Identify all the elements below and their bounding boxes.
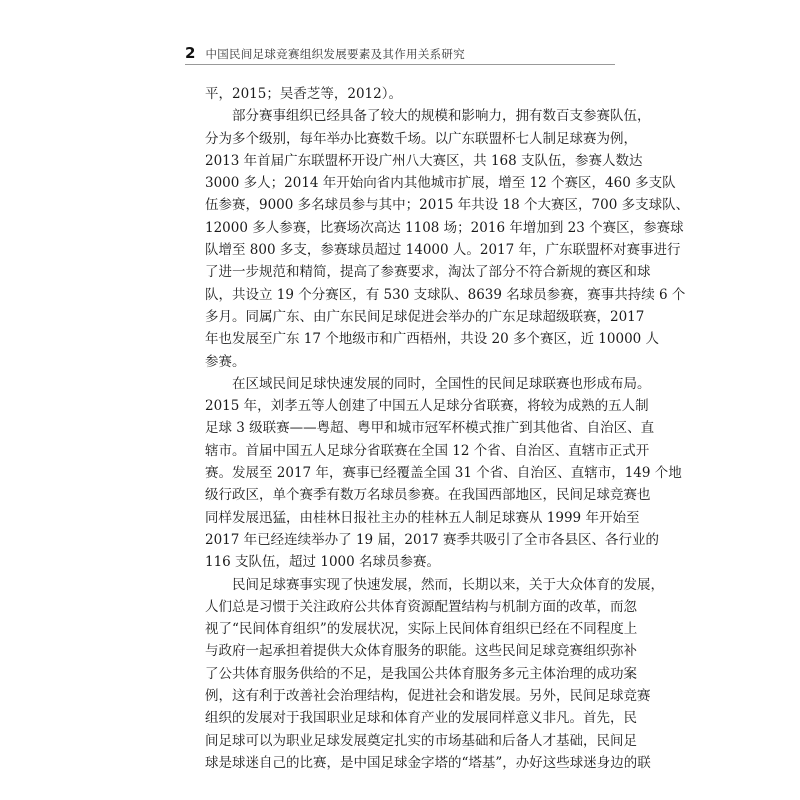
body-text xyxy=(205,83,690,774)
text-line: 部分赛事组织已经具备了较大的规模和影响力，拥有数百支参赛队伍， xyxy=(232,108,651,125)
page-number: 2 xyxy=(185,44,196,62)
text-line: 多月。同属广东、由广东民间足球促进会举办的广东足球超级联赛，2017 xyxy=(205,308,645,325)
text-line: 队增至 800 多支，参赛球员超过 14000 人。2017 年，广东联盟杯对赛事进行 xyxy=(205,242,681,259)
header-rule xyxy=(185,64,615,65)
text-line: 2015 年，刘孝五等人创建了中国五人足球分省联赛，将较为成熟的五人制 xyxy=(205,398,649,415)
text-line: 了公共体育服务供给的不足，是我国公共体育服务多元主体治理的成功案 xyxy=(205,665,637,682)
text-line: 伍参赛，9000 多名球员参与其中；2015 年共设 18 个大赛区，700 多支球队、 xyxy=(205,197,690,214)
text-line: 与政府一起承担着提供大众体育服务的职能。这些民间足球竞赛组织弥补 xyxy=(205,643,637,660)
text-line: 同样发展迅猛，由桂林日报社主办的桂林五人制足球赛从 1999 年开始至 xyxy=(205,509,640,526)
text-line: 3000 多人；2014 年开始向省内其他城市扩展，增至 12 个赛区，460 多支队 xyxy=(205,175,676,192)
text-line: 辖市。首届中国五人足球分省联赛在全国 12 个省、自治区、直辖市正式开 xyxy=(205,442,650,459)
running-title: 中国民间足球竞赛组织发展要素及其作用关系研究 xyxy=(205,47,466,61)
text-line: 2017 年已经连续举办了 19 届，2017 赛季共吸引了全市各县区、各行业的 xyxy=(205,531,660,548)
text-line: 视了“民间体育组织”的发展状况，实际上民间体育组织已经在不同程度上 xyxy=(205,621,638,638)
paragraph xyxy=(205,574,664,775)
text-line: 队，共设立 19 个分赛区，有 530 支球队、8639 名球员参赛，赛事共持续 6 个 xyxy=(205,286,686,303)
text-line: 球是球迷自己的比赛，是中国足球金字塔的“塔基”，办好这些球迷身边的联 xyxy=(205,754,651,771)
text-line: 2013 年首届广东联盟杯开设广州八大赛区，共 168 支队伍，参赛人数达 xyxy=(205,152,643,169)
text-line: 间足球可以为职业足球发展奠定扎实的市场基础和后备人才基础，民间足 xyxy=(205,732,637,749)
paragraph xyxy=(205,373,682,574)
text-line: 参赛。 xyxy=(205,353,246,370)
text-line: 年也发展至广东 17 个地级市和广西梧州，共设 20 多个赛区，近 10000 人 xyxy=(205,331,660,348)
text-line: 人们总是习惯于关注政府公共体育资源配置结构与机制方面的改革，而忽 xyxy=(205,598,637,615)
page-header xyxy=(185,44,465,62)
text-line: 组织的发展对于我国职业足球和体育产业的发展同样意义非凡。首先，民 xyxy=(205,710,637,727)
text-line: 116 支队伍，超过 1000 名球员参赛。 xyxy=(205,554,440,571)
paragraph xyxy=(205,105,690,373)
text-line: 赛。发展至 2017 年，赛事已经覆盖全国 31 个省、自治区、直辖市，149 个地 xyxy=(205,465,682,482)
text-line: 平，2015；吴香芝等，2012）。 xyxy=(205,86,402,102)
text-line: 了进一步规范和精简，提高了参赛要求，淘汰了部分不符合新规的赛区和球 xyxy=(205,264,651,281)
text-line: 例，这有利于改善社会治理结构，促进社会和谐发展。另外，民间足球竞赛 xyxy=(205,688,651,705)
paragraph xyxy=(205,83,617,105)
text-line: 分为多个级别，每年举办比赛数千场。以广东联盟杯七人制足球赛为例， xyxy=(205,130,637,147)
text-line: 民间足球赛事实现了快速发展，然而，长期以来，关于大众体育的发展， xyxy=(232,576,664,593)
text-line: 12000 多人参赛，比赛场次高达 1108 场；2016 年增加到 23 个赛区，参赛球 xyxy=(205,219,684,236)
text-line: 在区域民间足球快速发展的同时，全国性的民间足球联赛也形成布局。 xyxy=(232,375,651,392)
text-line: 足球 3 级联赛——粤超、粤甲和城市冠军杯模式推广到其他省、自治区、直 xyxy=(205,420,655,437)
text-line: 级行政区，单个赛季有数万名球员参赛。在我国西部地区，民间足球竞赛也 xyxy=(205,487,651,504)
